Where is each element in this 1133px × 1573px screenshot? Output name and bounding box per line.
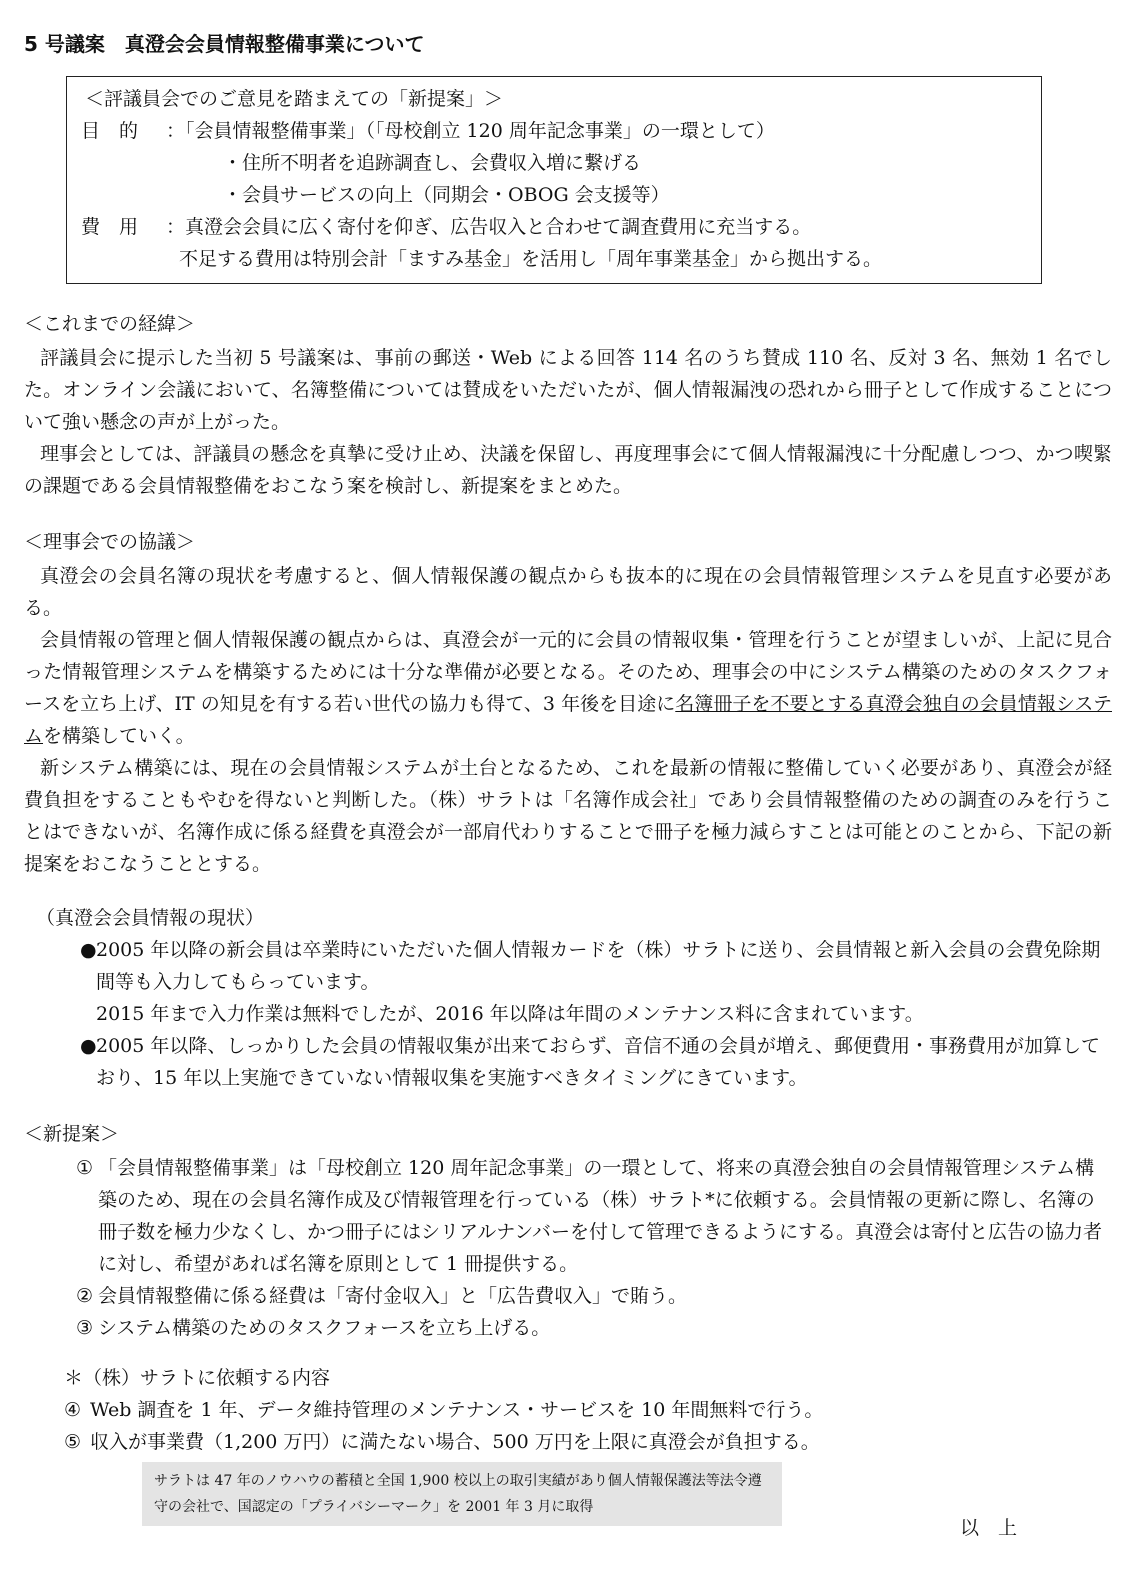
board-text: 会員情報の管理と個人情報保護の観点からは、真澄会が一元的に会員の情報収集・管理を行うことが望ましいが、上記に見合った情報管理システムを構築するためには十分な準備が必要となる。そのため、理事会の中にシステム構築のためのタスクフォースを立ち上げ、IT の知見を有する若い世代の協力も得て、3 年後を目途に bbox=[24, 629, 1112, 715]
purpose-label: 目 的 bbox=[81, 120, 139, 142]
company-info-note: サラトは 47 年のノウハウの蓄積と全国 1,900 校以上の取引実績があり個人情報保護法等法令遵守の会社で、国認定の「プライバシーマーク」を 2001 年 3 月に取得 bbox=[142, 1462, 782, 1526]
board-text: を構築していく。 bbox=[43, 725, 195, 747]
status-text: 2005 年以降の新会員は卒業時にいただいた個人情報カードを（株）サラトに送り、会員情報と新入会員の会費免除期間等も入力してもらっています。 bbox=[96, 939, 1101, 993]
purpose-bullet: ・会員サービスの向上（同期会・OBOG 会支援等） bbox=[223, 184, 670, 206]
proposal-item bbox=[76, 1312, 1112, 1344]
cost-row bbox=[81, 211, 1041, 243]
status-text: 2005 年以降、しっかりした会員の情報収集が出来ておらず、音信不通の会員が増え、郵便費用・事務費用が加算しており、15 年以上実施できていない情報収集を実施すべきタイミングにきています。 bbox=[96, 1035, 1101, 1089]
board-paragraph: 真澄会の会員名簿の現状を考慮すると、個人情報保護の観点からも抜本的に現在の会員情報管理システムを見直す必要がある。 bbox=[24, 565, 1112, 619]
document-page bbox=[24, 28, 1112, 1526]
board-heading: ＜理事会での協議＞ bbox=[24, 531, 196, 553]
board-paragraph bbox=[24, 624, 1112, 752]
item-number: ② bbox=[76, 1285, 94, 1307]
board-paragraph: 新システム構築には、現在の会員情報システムが土台となるため、これを最新の情報に整備していく必要があり、真澄会が経費負担をすることもやむを得ないと判断した。（株）サラトは「名簿作成会社」であり会員情報整備のための調査のみを行うことはできないが、名簿作成に係る経費を真澄会が一部肩代わりすることで冊子を極力減らすことは可能とのことから、下記の新提案をおこなうこととする。 bbox=[24, 757, 1112, 875]
status-heading: （真澄会会員情報の現状） bbox=[36, 907, 265, 929]
item-number: ① bbox=[76, 1157, 94, 1179]
underlined-text: 名簿冊子を不要とする真澄会独自の会員情報システム bbox=[24, 693, 1112, 747]
status-item bbox=[80, 1030, 1112, 1094]
proposal-item bbox=[76, 1280, 1112, 1312]
item-text: Web 調査を 1 年、データ維持管理のメンテナンス・サービスを 10 年間無料で行う。 bbox=[90, 1399, 824, 1421]
history-paragraph: 理事会としては、評議員の懸念を真摯に受け止め、決議を保留し、再度理事会にて個人情報漏洩に十分配慮しつつ、かつ喫緊の課題である会員情報整備をおこなう案を検討し、新提案をまとめた。 bbox=[24, 443, 1112, 497]
proposal-list bbox=[76, 1152, 1112, 1344]
note-item bbox=[64, 1394, 1112, 1426]
item-text: 収入が事業費（1,200 万円）に満たない場合、500 万円を上限に真澄会が負担する。 bbox=[90, 1431, 820, 1453]
purpose-row bbox=[81, 115, 1041, 147]
cost-continuation: 不足する費用は特別会計「ますみ基金」を活用し「周年事業基金」から拠出する。 bbox=[179, 248, 883, 270]
note-heading: ＊（株）サラトに依頼する内容 bbox=[64, 1367, 331, 1389]
status-list bbox=[80, 934, 1112, 1094]
note-item bbox=[64, 1426, 1112, 1458]
purpose-text: ：「会員情報整備事業」（「母校創立 120 周年記念事業」の一環として） bbox=[166, 120, 775, 142]
item-text: 会員情報整備に係る経費は「寄付金収入」と「広告費収入」で賄う。 bbox=[98, 1285, 688, 1307]
box-heading: ＜評議員会でのご意見を踏まえての「新提案」＞ bbox=[85, 88, 504, 110]
history-heading: ＜これまでの経緯＞ bbox=[24, 313, 196, 335]
saratho-note-block bbox=[64, 1362, 1112, 1458]
document-title: 5 号議案 真澄会会員情報整備事業について bbox=[24, 32, 425, 56]
proposal-item bbox=[76, 1152, 1112, 1280]
cost-label: 費 用 bbox=[81, 216, 139, 238]
proposal-heading: ＜新提案＞ bbox=[24, 1123, 120, 1145]
purpose-bullet: ・住所不明者を追跡調査し、会費収入増に繋げる bbox=[223, 152, 642, 174]
bullet-dot-icon: ● bbox=[80, 939, 97, 961]
item-number: ⑤ bbox=[64, 1431, 82, 1453]
bullet-dot-icon: ● bbox=[80, 1035, 97, 1057]
item-number: ④ bbox=[64, 1399, 82, 1421]
new-proposal-box bbox=[66, 76, 1042, 284]
status-item bbox=[80, 934, 1112, 998]
status-subtext: 2015 年まで入力作業は無料でしたが、2016 年以降は年間のメンテナンス料に含まれています。 bbox=[96, 1003, 924, 1025]
item-number: ③ bbox=[76, 1317, 94, 1339]
closing-text: 以 上 bbox=[960, 1517, 1018, 1539]
history-paragraph: 評議員会に提示した当初 5 号議案は、事前の郵送・Web による回答 114 名のうち賛成 110 名、反対 3 名、無効 1 名でした。オンライン会議において、名簿整備については賛成をいただいたが、個人情報漏洩の恐れから冊子として作成することについて強い懸念の声が上がった。 bbox=[24, 347, 1112, 433]
item-text: 「会員情報整備事業」は「母校創立 120 周年記念事業」の一環として、将来の真澄会独自の会員情報管理システム構築のため、現在の会員名簿作成及び情報管理を行っている（株）サラト*に依頼する。会員情報の更新に際し、名簿の冊子数を極力少なくし、かつ冊子にはシリアルナンバーを付して管理できるようにする。真澄会は寄付と広告の協力者に対し、希望があれば名簿を原則として 1 冊提供する。 bbox=[98, 1157, 1102, 1275]
item-text: システム構築のためのタスクフォースを立ち上げる。 bbox=[98, 1317, 551, 1339]
cost-text: ：真澄会会員に広く寄付を仰ぎ、広告収入と合わせて調査費用に充当する。 bbox=[166, 216, 812, 238]
